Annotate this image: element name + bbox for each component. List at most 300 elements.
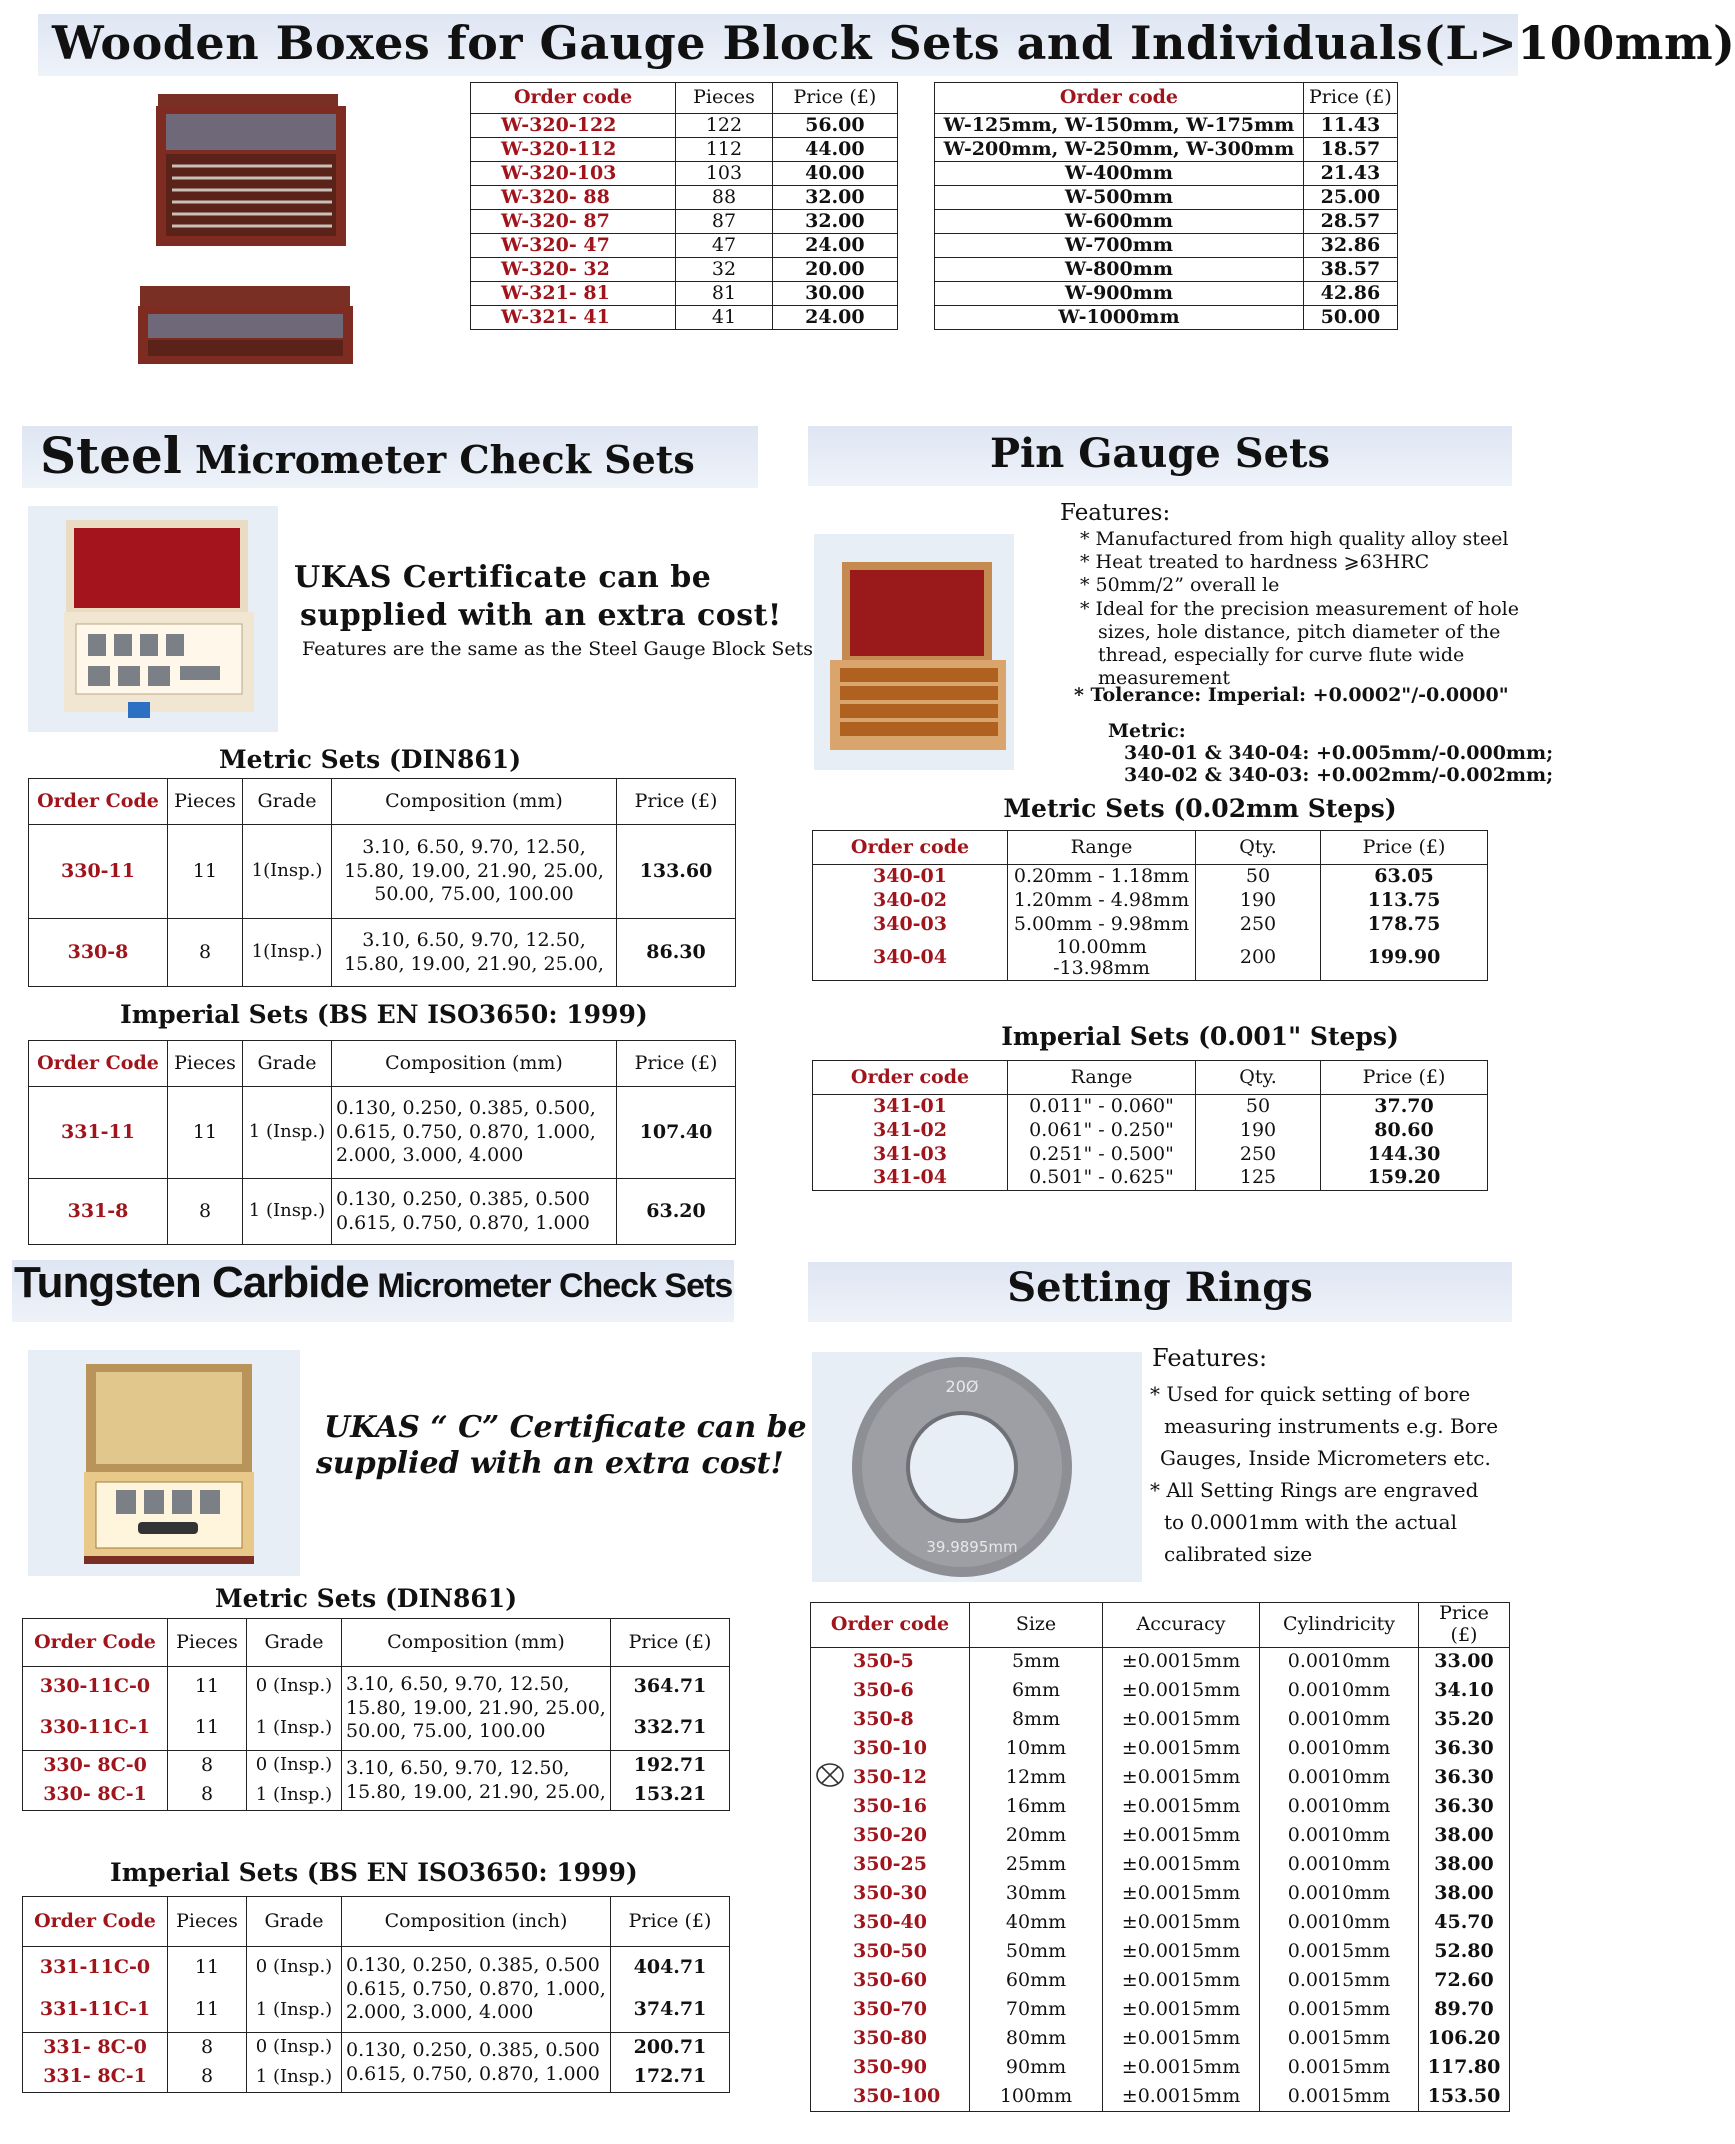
- grade: 0 (Insp.): [247, 1751, 342, 1781]
- col-composition: Composition (mm): [342, 1619, 611, 1667]
- composition-line: 0.130, 0.250, 0.385, 0.500: [346, 2038, 600, 2061]
- price: 21.43: [1303, 162, 1397, 186]
- steel-ukas-line1: UKAS Certificate can be: [294, 560, 712, 595]
- price: 159.20: [1321, 1167, 1488, 1191]
- grade: 1 (Insp.): [247, 1989, 342, 2033]
- size: 40mm: [970, 1908, 1103, 1937]
- order-code: W-700mm: [935, 234, 1304, 258]
- table-row: [811, 1705, 1510, 1734]
- order-code: 330-11C-1: [23, 1707, 168, 1751]
- order-code: 350-6: [811, 1676, 970, 1705]
- price: 63.20: [617, 1179, 736, 1245]
- qty: 190: [1196, 1119, 1321, 1143]
- col-price: Price (£): [1419, 1603, 1510, 1648]
- steel-ukas-line2: supplied with an extra cost!: [300, 598, 782, 633]
- price: 38.00: [1419, 1821, 1510, 1850]
- composition-line: 15.80, 19.00, 21.90, 25.00,: [346, 1696, 606, 1719]
- pin-gauge-photo: [814, 534, 1014, 770]
- composition: [332, 919, 617, 987]
- accuracy: ±0.0015mm: [1103, 1763, 1260, 1792]
- qty: 190: [1196, 889, 1321, 913]
- col-composition: Composition (mm): [332, 779, 617, 825]
- col-qty: Qty.: [1196, 1061, 1321, 1095]
- price: 32.86: [1303, 234, 1397, 258]
- size: 25mm: [970, 1850, 1103, 1879]
- table-row: [935, 186, 1398, 210]
- col-price: Price (£): [617, 779, 736, 825]
- pieces: 8: [168, 919, 243, 987]
- table-row: [471, 186, 898, 210]
- composition-line: 2.000, 3.000, 4.000: [336, 1144, 524, 1167]
- composition: [342, 1667, 611, 1751]
- price: 172.71: [611, 2063, 730, 2093]
- grade: 0 (Insp.): [247, 1947, 342, 1989]
- order-code: W-400mm: [935, 162, 1304, 186]
- price: 40.00: [772, 162, 897, 186]
- order-code: 350-40: [811, 1908, 970, 1937]
- price: 364.71: [611, 1667, 730, 1707]
- price: 72.60: [1419, 1966, 1510, 1995]
- table-row: [935, 234, 1398, 258]
- range: 0.061" - 0.250": [1008, 1119, 1196, 1143]
- price: 117.80: [1419, 2053, 1510, 2082]
- pin-metric-caption: Metric Sets (0.02mm Steps): [1003, 794, 1397, 823]
- composition-line: 50.00, 75.00, 100.00: [374, 883, 574, 906]
- setting-rings-table: [810, 1602, 1510, 2112]
- price: 36.30: [1419, 1763, 1510, 1792]
- table-row: [811, 1821, 1510, 1850]
- composition: [332, 825, 617, 919]
- price: 45.70: [1419, 1908, 1510, 1937]
- rings-title: Setting Rings: [1007, 1264, 1313, 1311]
- order-code: 340-03: [813, 913, 1008, 937]
- handwritten-cross-mark-icon: [814, 1760, 846, 1790]
- size: 60mm: [970, 1966, 1103, 1995]
- price: 374.71: [611, 1989, 730, 2033]
- table-row: [813, 865, 1488, 889]
- pieces: 122: [676, 114, 773, 138]
- col-price: Price (£): [1321, 1061, 1488, 1095]
- pin-features-label: Features:: [1060, 500, 1171, 526]
- qty: 50: [1196, 1095, 1321, 1119]
- order-code: W-320-122: [471, 114, 676, 138]
- grade: 1 (Insp.): [243, 1087, 332, 1179]
- setting-ring-photo: [812, 1352, 1142, 1582]
- col-order-code: Order code: [471, 83, 676, 114]
- table-row: [29, 919, 736, 987]
- steel-imperial-caption: Imperial Sets (BS EN ISO3650: 1999): [120, 1000, 648, 1029]
- order-code: 341-01: [813, 1095, 1008, 1119]
- feature-item: measuring instruments e.g. Bore: [1164, 1414, 1499, 1438]
- cylindricity: 0.0010mm: [1260, 1792, 1419, 1821]
- order-code: 341-04: [813, 1167, 1008, 1191]
- grade: 1(Insp.): [243, 825, 332, 919]
- accuracy: ±0.0015mm: [1103, 2053, 1260, 2082]
- accuracy: ±0.0015mm: [1103, 1676, 1260, 1705]
- table-row: [811, 1966, 1510, 1995]
- col-grade: Grade: [243, 1041, 332, 1087]
- tungsten-imperial-table: [22, 1896, 730, 2093]
- grade: 0 (Insp.): [247, 1667, 342, 1707]
- size: 80mm: [970, 2024, 1103, 2053]
- cylindricity: 0.0010mm: [1260, 1908, 1419, 1937]
- accuracy: ±0.0015mm: [1103, 1937, 1260, 1966]
- table-row: [813, 889, 1488, 913]
- pieces: 11: [168, 1989, 247, 2033]
- pieces: 87: [676, 210, 773, 234]
- table-row: [813, 937, 1488, 981]
- order-code: 350-50: [811, 1937, 970, 1966]
- range: 0.20mm - 1.18mm: [1008, 865, 1196, 889]
- order-code: W-320- 32: [471, 258, 676, 282]
- price: 33.00: [1419, 1647, 1510, 1676]
- price: 50.00: [1303, 306, 1397, 330]
- table-row: [23, 2033, 730, 2063]
- order-code: 350-70: [811, 1995, 970, 2024]
- price: 35.20: [1419, 1705, 1510, 1734]
- accuracy: ±0.0015mm: [1103, 1879, 1260, 1908]
- pin-features-list: [1080, 528, 1550, 690]
- table-row: [811, 2024, 1510, 2053]
- table-row: [935, 306, 1398, 330]
- table-row: [935, 210, 1398, 234]
- tungsten-ukas-line2: supplied with an extra cost!: [316, 1446, 784, 1481]
- table-row: [471, 114, 898, 138]
- steel-set-photo: [28, 506, 278, 732]
- pieces: 112: [676, 138, 773, 162]
- price: 44.00: [772, 138, 897, 162]
- size: 16mm: [970, 1792, 1103, 1821]
- tungsten-ukas-line1: UKAS “ C” Certificate can be: [324, 1410, 807, 1445]
- rings-features-label: Features:: [1152, 1344, 1268, 1372]
- cylindricity: 0.0010mm: [1260, 1676, 1419, 1705]
- order-code: W-320-103: [471, 162, 676, 186]
- range: 5.00mm - 9.98mm: [1008, 913, 1196, 937]
- table-row: [935, 282, 1398, 306]
- price: 404.71: [611, 1947, 730, 1989]
- pieces: 11: [168, 1087, 243, 1179]
- composition-line: 0.130, 0.250, 0.385, 0.500,: [336, 1096, 596, 1119]
- order-code: 350-100: [811, 2082, 970, 2111]
- accuracy: ±0.0015mm: [1103, 1647, 1260, 1676]
- steel-title-big: Steel: [40, 426, 182, 485]
- range: 1.20mm - 4.98mm: [1008, 889, 1196, 913]
- table-row: [811, 2082, 1510, 2111]
- size: 100mm: [970, 2082, 1103, 2111]
- cylindricity: 0.0015mm: [1260, 1995, 1419, 2024]
- table-row: [813, 1119, 1488, 1143]
- table-row: [811, 1734, 1510, 1763]
- table-row: [811, 1937, 1510, 1966]
- steel-ukas-note: Features are the same as the Steel Gauge Block Sets: [302, 638, 813, 660]
- order-code: 350-90: [811, 2053, 970, 2082]
- wooden-individual-table: [934, 82, 1398, 330]
- price: 144.30: [1321, 1143, 1488, 1167]
- col-price: Price (£): [772, 83, 897, 114]
- order-code: W-900mm: [935, 282, 1304, 306]
- order-code: 350-5: [811, 1647, 970, 1676]
- qty: 50: [1196, 865, 1321, 889]
- grade: 1(Insp.): [243, 919, 332, 987]
- price: 30.00: [772, 282, 897, 306]
- table-row: [23, 1751, 730, 1781]
- size: 10mm: [970, 1734, 1103, 1763]
- feature-item: sizes, hole distance, pitch diameter of the: [1098, 620, 1501, 643]
- order-code: 350-10: [811, 1734, 970, 1763]
- cylindricity: 0.0010mm: [1260, 1879, 1419, 1908]
- range: 0.501" - 0.625": [1008, 1167, 1196, 1191]
- table-row: [813, 1167, 1488, 1191]
- size: 6mm: [970, 1676, 1103, 1705]
- order-code: 331-11C-0: [23, 1947, 168, 1989]
- size: 70mm: [970, 1995, 1103, 2024]
- steel-title: [40, 426, 695, 485]
- order-code: 350-30: [811, 1879, 970, 1908]
- steel-title-rest: Micrometer Check Sets: [181, 437, 695, 482]
- cylindricity: 0.0010mm: [1260, 1647, 1419, 1676]
- composition-line: 3.10, 6.50, 9.70, 12.50,: [346, 1756, 570, 1779]
- order-code: 340-01: [813, 865, 1008, 889]
- col-order-code: Order Code: [29, 1041, 168, 1087]
- table-row: [29, 1087, 736, 1179]
- table-row: [29, 1179, 736, 1245]
- order-code: 350-60: [811, 1966, 970, 1995]
- order-code: W-125mm, W-150mm, W-175mm: [935, 114, 1304, 138]
- col-pieces: Pieces: [168, 1897, 247, 1947]
- col-price: Price (£): [1303, 83, 1397, 114]
- wooden-box-photo: [120, 88, 360, 423]
- qty: 200: [1196, 937, 1321, 981]
- feature-item: thread, especially for curve flute wide: [1098, 643, 1465, 666]
- steel-metric-table: [28, 778, 736, 987]
- composition-line: 0.615, 0.750, 0.870, 1.000: [336, 1211, 590, 1234]
- price: 192.71: [611, 1751, 730, 1781]
- col-order-code: Order code: [813, 1061, 1008, 1095]
- col-price: Price (£): [617, 1041, 736, 1087]
- order-code: W-600mm: [935, 210, 1304, 234]
- cylindricity: 0.0015mm: [1260, 2082, 1419, 2111]
- price: 24.00: [772, 234, 897, 258]
- table-row: [811, 1647, 1510, 1676]
- tungsten-set-photo: [28, 1350, 300, 1576]
- pieces: 11: [168, 1667, 247, 1707]
- order-code: W-500mm: [935, 186, 1304, 210]
- order-code: W-320- 87: [471, 210, 676, 234]
- feature-item: * 50mm/2” overall le: [1080, 574, 1280, 597]
- size: 12mm: [970, 1763, 1103, 1792]
- feature-item: calibrated size: [1164, 1542, 1313, 1566]
- table-row: [471, 162, 898, 186]
- feature-item: * Manufactured from high quality alloy steel: [1080, 528, 1509, 550]
- wooden-title: Wooden Boxes for Gauge Block Sets and Individuals(L>100mm): [52, 16, 1735, 70]
- composition: [342, 2033, 611, 2093]
- col-composition: Composition (inch): [342, 1897, 611, 1947]
- order-code: W-321- 81: [471, 282, 676, 306]
- table-row: [471, 138, 898, 162]
- size: 50mm: [970, 1937, 1103, 1966]
- col-qty: Qty.: [1196, 831, 1321, 865]
- qty: 250: [1196, 1143, 1321, 1167]
- price: 80.60: [1321, 1119, 1488, 1143]
- pieces: 47: [676, 234, 773, 258]
- composition-line: 50.00, 75.00, 100.00: [346, 1720, 546, 1743]
- feature-item: * Ideal for the precision measurement of hole: [1080, 597, 1519, 620]
- cylindricity: 0.0015mm: [1260, 2024, 1419, 2053]
- order-code: 330-11: [29, 825, 168, 919]
- steel-imperial-table: [28, 1040, 736, 1245]
- order-code: 330- 8C-1: [23, 1781, 168, 1811]
- order-code: 350-16: [811, 1792, 970, 1821]
- composition-line: 2.000, 3.000, 4.000: [346, 2001, 534, 2024]
- feature-item: Gauges, Inside Micrometers etc.: [1160, 1446, 1491, 1470]
- pieces: 8: [168, 2063, 247, 2093]
- order-code: 350-8: [811, 1705, 970, 1734]
- pin-metric-tol1: 340-01 & 340-04: +0.005mm/-0.000mm;: [1124, 742, 1554, 764]
- pieces: 103: [676, 162, 773, 186]
- table-row: [935, 162, 1398, 186]
- composition-line: 0.130, 0.250, 0.385, 0.500: [336, 1187, 590, 1210]
- cylindricity: 0.0010mm: [1260, 1821, 1419, 1850]
- price: 199.90: [1321, 937, 1488, 981]
- cylindricity: 0.0010mm: [1260, 1763, 1419, 1792]
- pieces: 8: [168, 1751, 247, 1781]
- cylindricity: 0.0015mm: [1260, 2053, 1419, 2082]
- col-composition: Composition (mm): [332, 1041, 617, 1087]
- cylindricity: 0.0015mm: [1260, 1966, 1419, 1995]
- cylindricity: 0.0015mm: [1260, 1937, 1419, 1966]
- price: 25.00: [1303, 186, 1397, 210]
- col-grade: Grade: [247, 1619, 342, 1667]
- tungsten-imperial-caption: Imperial Sets (BS EN ISO3650: 1999): [110, 1858, 638, 1887]
- ring-engraving-bottom: 39.9895mm: [926, 1538, 1018, 1556]
- tungsten-metric-table: [22, 1618, 730, 1811]
- price: 52.80: [1419, 1937, 1510, 1966]
- order-code: W-321- 41: [471, 306, 676, 330]
- price: 200.71: [611, 2033, 730, 2063]
- composition: [332, 1179, 617, 1245]
- price: 38.00: [1419, 1850, 1510, 1879]
- accuracy: ±0.0015mm: [1103, 1821, 1260, 1850]
- order-code: 341-03: [813, 1143, 1008, 1167]
- table-row: [471, 210, 898, 234]
- table-row: [935, 138, 1398, 162]
- price: 18.57: [1303, 138, 1397, 162]
- pin-metric-table: [812, 830, 1488, 981]
- price: 32.00: [772, 186, 897, 210]
- order-code: 350-12: [811, 1763, 970, 1792]
- order-code: W-320- 47: [471, 234, 676, 258]
- composition: [332, 1087, 617, 1179]
- pin-metric-tol2: 340-02 & 340-03: +0.002mm/-0.002mm;: [1124, 764, 1554, 786]
- composition-line: 0.615, 0.750, 0.870, 1.000,: [346, 1977, 606, 2000]
- grade: 1 (Insp.): [247, 1707, 342, 1751]
- col-size: Size: [970, 1603, 1103, 1648]
- table-row: [935, 258, 1398, 282]
- price: 38.57: [1303, 258, 1397, 282]
- order-code: W-800mm: [935, 258, 1304, 282]
- feature-item: * Heat treated to hardness ⩾63HRC: [1080, 551, 1430, 574]
- pin-metric-label: Metric:: [1108, 720, 1186, 742]
- price: 332.71: [611, 1707, 730, 1751]
- table-row: [29, 825, 736, 919]
- col-order-code: Order Code: [23, 1619, 168, 1667]
- order-code: 330-8: [29, 919, 168, 987]
- cylindricity: 0.0010mm: [1260, 1734, 1419, 1763]
- composition: [342, 1751, 611, 1811]
- order-code: 340-04: [813, 937, 1008, 981]
- table-row: [811, 1995, 1510, 2024]
- col-grade: Grade: [247, 1897, 342, 1947]
- table-row: [471, 234, 898, 258]
- col-order-code: Order code: [813, 831, 1008, 865]
- order-code: 350-25: [811, 1850, 970, 1879]
- qty: 250: [1196, 913, 1321, 937]
- pin-tolerance: * Tolerance: Imperial: +0.0002"/-0.0000": [1074, 684, 1509, 706]
- price: 20.00: [772, 258, 897, 282]
- order-code: 331- 8C-1: [23, 2063, 168, 2093]
- col-order-code: Order Code: [29, 779, 168, 825]
- price: 38.00: [1419, 1879, 1510, 1908]
- price: 106.20: [1419, 2024, 1510, 2053]
- col-order-code: Order Code: [23, 1897, 168, 1947]
- grade: 1 (Insp.): [243, 1179, 332, 1245]
- pieces: 11: [168, 1947, 247, 1989]
- size: 90mm: [970, 2053, 1103, 2082]
- table-row: [471, 282, 898, 306]
- price: 37.70: [1321, 1095, 1488, 1119]
- col-range: Range: [1008, 1061, 1196, 1095]
- order-code: 350-20: [811, 1821, 970, 1850]
- composition-line: 0.130, 0.250, 0.385, 0.500: [346, 1953, 600, 1976]
- accuracy: ±0.0015mm: [1103, 1734, 1260, 1763]
- accuracy: ±0.0015mm: [1103, 1966, 1260, 1995]
- pieces: 11: [168, 825, 243, 919]
- size: 5mm: [970, 1647, 1103, 1676]
- feature-item: * All Setting Rings are engraved: [1150, 1478, 1479, 1502]
- order-code: 331-8: [29, 1179, 168, 1245]
- composition-line: 3.10, 6.50, 9.70, 12.50,: [346, 1672, 570, 1695]
- table-row: [813, 1143, 1488, 1167]
- table-row: [23, 1947, 730, 1989]
- price: 86.30: [617, 919, 736, 987]
- order-code: W-1000mm: [935, 306, 1304, 330]
- pieces: 88: [676, 186, 773, 210]
- col-range: Range: [1008, 831, 1196, 865]
- col-pieces: Pieces: [168, 1041, 243, 1087]
- range: 0.011" - 0.060": [1008, 1095, 1196, 1119]
- tungsten-title-rest: Micrometer Check Sets: [368, 1267, 733, 1305]
- pin-title: Pin Gauge Sets: [989, 430, 1331, 477]
- feature-item: * Used for quick setting of bore: [1150, 1382, 1471, 1406]
- order-code: 350-80: [811, 2024, 970, 2053]
- accuracy: ±0.0015mm: [1103, 2024, 1260, 2053]
- col-order-code: Order code: [811, 1603, 970, 1648]
- price: 113.75: [1321, 889, 1488, 913]
- table-row: [935, 114, 1398, 138]
- price: 24.00: [772, 306, 897, 330]
- rings-features-list: [1150, 1378, 1520, 1570]
- pieces: 11: [168, 1707, 247, 1751]
- table-row: [813, 1095, 1488, 1119]
- range: 10.00mm -13.98mm: [1008, 937, 1196, 981]
- accuracy: ±0.0015mm: [1103, 2082, 1260, 2111]
- col-price: Price (£): [611, 1619, 730, 1667]
- ring-engraving-top: 20Ø: [945, 1377, 979, 1396]
- grade: 1 (Insp.): [247, 2063, 342, 2093]
- table-row: [811, 1792, 1510, 1821]
- size: 20mm: [970, 1821, 1103, 1850]
- order-code: W-200mm, W-250mm, W-300mm: [935, 138, 1304, 162]
